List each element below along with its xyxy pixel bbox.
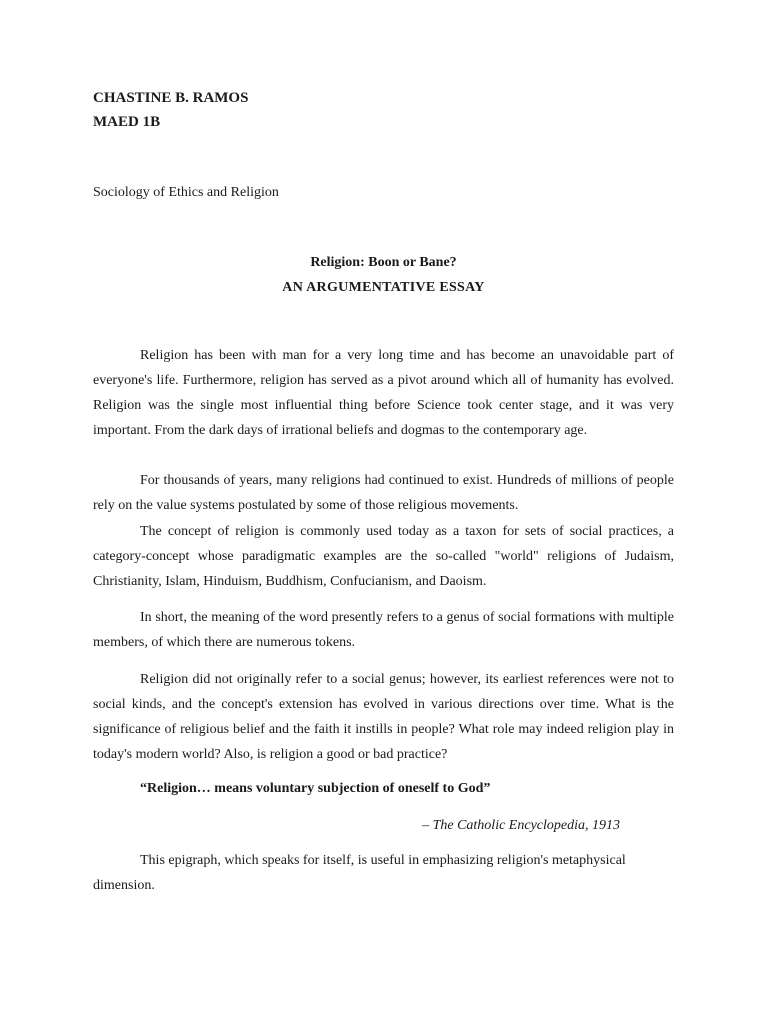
closing-paragraph: This epigraph, which speaks for itself, is useful in emphasizing religion's metaphysical dimension. bbox=[93, 853, 626, 893]
paragraph-5: Religion did not originally refer to a social genus; however, its earliest references were not to social kinds, and the concept's extension has evolved in various directions over time. What is the significance of religious belief and the faith it instills in people? What role may indeed religion play in today's modern world? Also, is religion a good or bad practice? bbox=[93, 672, 674, 762]
course-label: MAED 1B bbox=[93, 114, 161, 130]
epigraph-quote: “Religion… means voluntary subjection of oneself to God” bbox=[140, 781, 491, 796]
paragraph-1: Religion has been with man for a very long time and has become an unavoidable part of everyone's life. Furthermore, religion has served as a pivot around which all of humanity has evolved. Religion was the single most influential thing before Science took center stage, and it was very important. From the dark days of irrational beliefs and dogmas to the contemporary age. bbox=[93, 348, 674, 438]
essay-title: Religion: Boon or Bane? bbox=[310, 255, 457, 270]
essay-subtitle: AN ARGUMENTATIVE ESSAY bbox=[282, 280, 485, 295]
author-name: CHASTINE B. RAMOS bbox=[93, 90, 249, 106]
paragraph-3: The concept of religion is commonly used today as a taxon for sets of social practices, a category-concept whose paradigmatic examples are the so-called "world" religions of Judaism, Christianity, Islam, Hinduism, Buddhism, Confucianism, and Daoism. bbox=[93, 524, 674, 589]
subject-line: Sociology of Ethics and Religion bbox=[93, 185, 279, 200]
paragraph-4: In short, the meaning of the word presently refers to a genus of social formations with multiple members, of which there are numerous tokens. bbox=[93, 610, 674, 650]
paragraph-2: For thousands of years, many religions had continued to exist. Hundreds of millions of people rely on the value systems postulated by some of those religious movements. bbox=[93, 473, 674, 513]
quote-attribution: – The Catholic Encyclopedia, 1913 bbox=[422, 818, 620, 833]
